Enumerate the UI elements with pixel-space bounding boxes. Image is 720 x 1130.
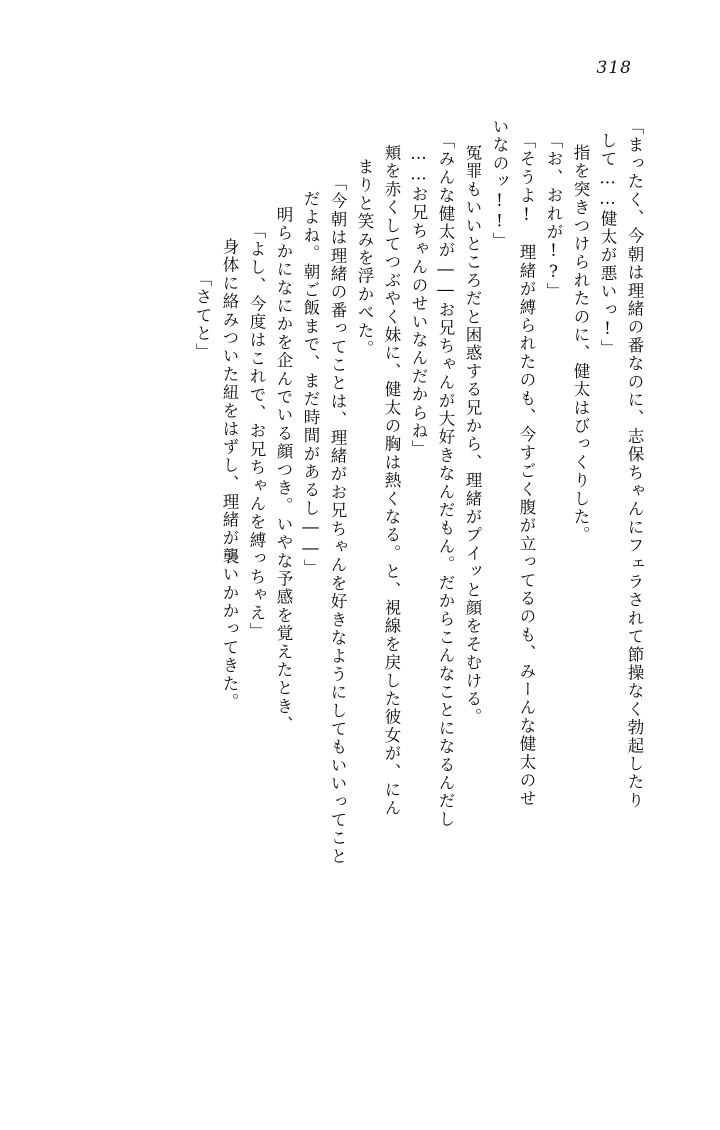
text-column: 指を突きつけられたのに、健太はびっくりした。: [571, 144, 590, 545]
text-column: だよね。朝ご飯まで、まだ時間があるし――」: [301, 190, 320, 578]
text-column: 「お、おれが!?」: [544, 132, 563, 301]
text-column: まりと笑みを浮かべた。: [355, 158, 374, 359]
text-column: 身体に絡みついた紐をはずし、理緒が襲いかかってきた。: [220, 238, 239, 712]
text-column: 「今朝は理緒の番ってことは、理緒がお兄ちゃんを好きなようにしてもいいってこと: [328, 174, 347, 866]
text-column: いなのッ!!」: [490, 118, 509, 251]
text-column: 「そうよ! 理緒が縛られたのも、今すごく腹が立ってるのも、みーんな健太のせ: [517, 132, 536, 808]
text-column: 「みんな健太が――お兄ちゃんが大好きなんだもん。だからこんなことになるんだし: [436, 132, 455, 829]
text-column: して……健太が悪いっ!」: [598, 132, 617, 358]
text-column: 「まったく、今朝は理緒の番なのに、志保ちゃんにフェラされて節操なく勃起したり: [625, 118, 644, 810]
text-column: 「さてと」: [193, 270, 212, 361]
text-column: 「よし、今度はこれで、お兄ちゃんを縛っちゃえ」: [247, 222, 266, 641]
text-column: 頬を赤くしてつぶやく妹に、健太の胸は熱くなる。と、視線を戻した彼女が、にん: [382, 144, 401, 818]
page-number: 318: [596, 58, 632, 78]
text-column: 冤罪もいいところだと困惑する兄から、理緒がプイッと顔をそむける。: [463, 144, 482, 727]
text-column: ……お兄ちゃんのせいなんだからね」: [409, 144, 428, 459]
vertical-text-block: [82, 118, 642, 978]
text-column: 明らかになにかを企んでいる顔つき。いやな予感を覚えたとき、: [274, 206, 293, 734]
